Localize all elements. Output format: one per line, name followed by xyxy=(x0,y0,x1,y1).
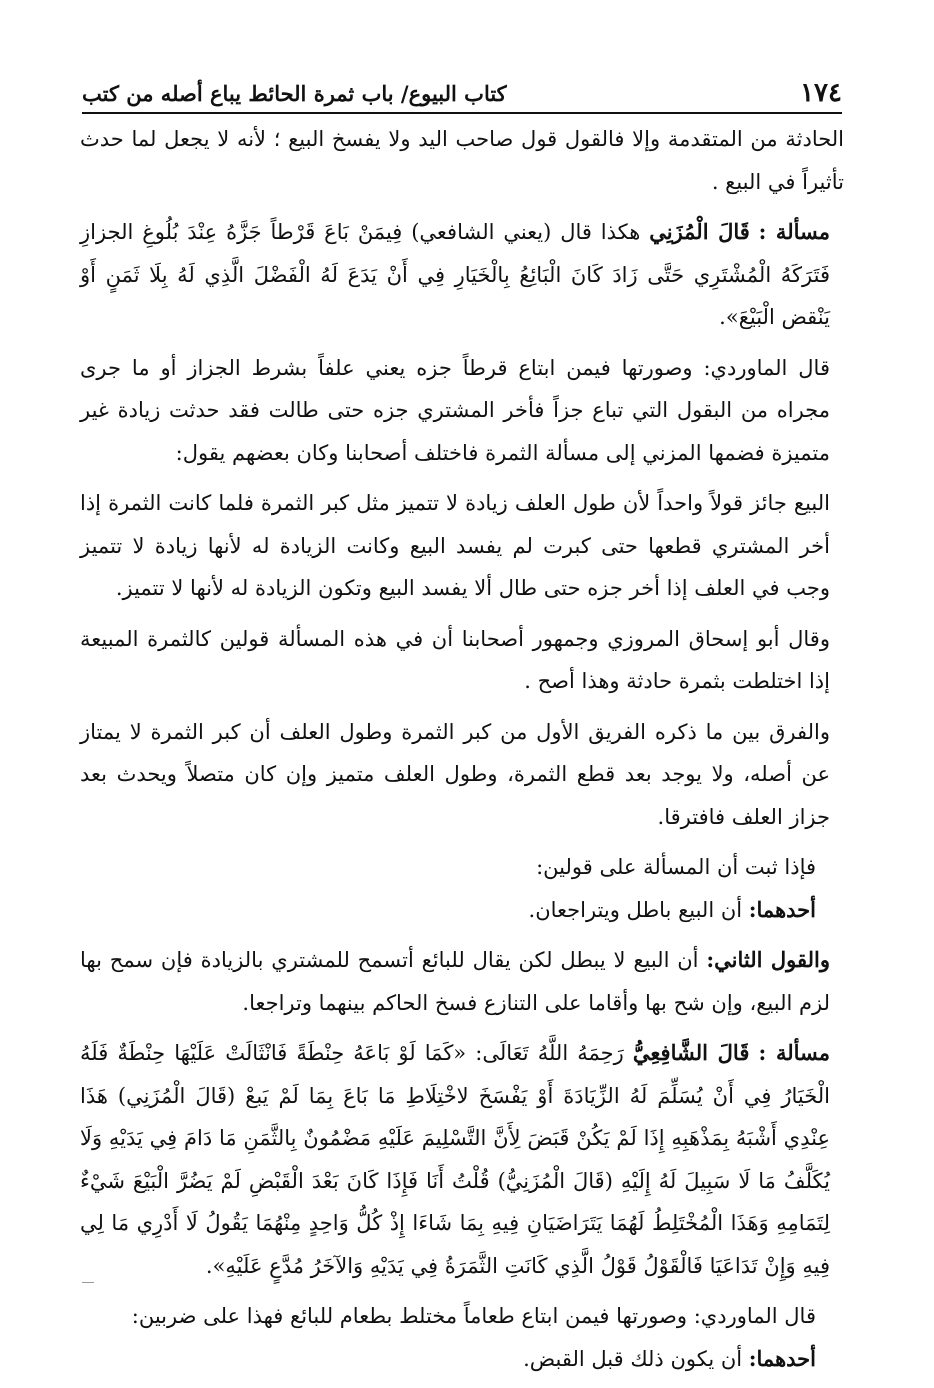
paragraph-text: هكذا قال (يعني الشافعي) فِيمَنْ بَاعَ قَرْطاً جَزَّهُ عِنْدَ بُلُوغِ الجزازِ فَتَرَكَهُ الْمُشْتَرِي حَتَّى زَادَ كَانَ الْبَائِعُ بِالْخَيَارِ فِي أَنْ يَدَعَ لَهُ الْفَضْلَ الَّذِي لَهُ بِلَا ثَمَنٍ أَوْ يَنْقض الْبَيْعَ». xyxy=(80,220,830,329)
paragraph xyxy=(80,482,844,610)
page-body xyxy=(80,118,844,1388)
first-opinion-text: أن البيع باطل ويتراجعان. xyxy=(528,897,749,922)
paragraph xyxy=(80,347,844,475)
first-opinion-label: أحدهما: xyxy=(748,896,816,922)
paragraph-text: والفرق بين ما ذكره الفريق الأول من كبر الثمرة وطول العلف أن كبر الثمرة لا يمتاز عن أصله، ولا يوجد بعد قطع الثمرة، وطول العلف متميز وإن كان متصلاً ويحدث بعد جزاز العلف فافترقا. xyxy=(80,719,830,829)
paragraph xyxy=(80,118,844,203)
page-header xyxy=(82,74,842,114)
paragraph-text: وقال أبو إسحاق المروزي وجمهور أصحابنا أن في هذه المسألة قولين كالثمرة المبيعة إذا اختلطت بثمرة حادثة وهذا أصح . xyxy=(80,626,830,693)
second-opinion-paragraph xyxy=(80,939,844,1024)
page-number: ١٧٤ xyxy=(800,78,842,108)
closing-block xyxy=(80,1295,844,1380)
closing-first-text: أن يكون ذلك قبل القبض. xyxy=(523,1346,749,1371)
masala-paragraph xyxy=(80,1032,844,1287)
paragraph-text: البيع جائز قولاً واحداً لأن طول العلف زيادة لا تتميز مثل كبر الثمرة فلما كانت الثمرة إذا أخر المشتري قطعها حتى كبرت لم يفسد البيع وكانت الزيادة له لأنها زيادة لا تتميز وجب في العلف إذا أخر جزه حتى طال ألا يفسد البيع وتكون الزيادة له لأنها لا تتميز. xyxy=(80,491,830,600)
closing-paragraph: قال الماوردي: وصورتها فيمن ابتاع طعاماً مختلط بطعام للبائع فهذا على ضربين: xyxy=(131,1304,816,1328)
first-opinion xyxy=(80,889,844,932)
opinions-intro: فإذا ثبت أن المسألة على قولين: xyxy=(536,855,816,879)
masala-label: مسألة : xyxy=(758,219,830,244)
masala-label: مسألة : xyxy=(758,1040,831,1065)
closing-first-label: أحدهما: xyxy=(748,1345,816,1371)
speaker-label: قَالَ الشَّافِعِيُّ xyxy=(632,1040,750,1065)
masala-paragraph xyxy=(80,211,844,339)
paragraph xyxy=(80,618,844,703)
speaker-label: قَالَ الْمُزَنِي xyxy=(649,219,750,244)
running-title: كتاب البيوع/ باب ثمرة الحائط يباع أصله من كتب xyxy=(82,80,507,106)
paragraph-text: أن البيع لا يبطل لكن يقال للبائع أتسمح للمشتري بالزيادة فإن سمح بها لزم البيع، وإن شح بها وأقاما على التنازع فسخ الحاكم بينهما وتراجعا. xyxy=(80,948,830,1015)
footer-mark xyxy=(82,1282,94,1283)
second-opinion-label: والقول الثاني: xyxy=(706,947,831,972)
paragraph-text: رَحِمَهُ اللَّهُ تَعَالَى: «كَمَا لَوْ بَاعَهُ حِنْطَةً فَانْثَالَتْ عَلَيْهَا حِنْطَةٌ فَلَهُ الْخَيَارُ فِي أَنْ يُسَلِّمَ لَهُ الزِّيَادَةَ أَوْ يَفْسَخَ لاخْتِلَاطِ مَا بَاعَ بِمَا لَمْ يَبعْ (قَالَ الْمُزَنِي) هَذَا عِنْدِي أَشْبَهُ بِمَذْهَبِهِ إِذَا لَمْ يَكُنْ قَبَضَ لِأَنَّ التَّسْلِيمَ عَلَيْهِ مَضْمُونٌ بِالثَّمَنِ مَا دَامَ فِي يَدَيْهِ وَلَا يُكَلَّفُ مَا لَا سَبِيلَ لَهُ إِلَيْهِ (قَالَ الْمُزَنِيُّ) قُلْتُ أَنَا فَإِذَا كَانَ بَعْدَ الْقَبْضِ لَمْ يَضُرَّ الْبَيْعَ شَيْءٌ لِتَمَامِهِ وَهَذَا الْمُخْتَلِطُ لَهُمَا يَتَرَاضَيَانِ فِيهِ بِمَا شَاءَا إِذْ كُلُّ وَاحِدٍ مِنْهُمَا يَقُولُ لَا أَدْرِي مَا لِي فِيهِ وَإِنْ تَدَاعَيَا فَالْقَوْلُ قَوْلُ الَّذِي كَانَتِ الثَّمَرَةُ فِي يَدَيْهِ وَالآخَرُ مُدَّعٍ عَلَيْهِ». xyxy=(80,1041,830,1278)
paragraph xyxy=(80,711,844,839)
paragraph-text: قال الماوردي: وصورتها فيمن ابتاع قرطاً جزه يعني علفاً بشرط الجزاز أو ما جرى مجراه من البقول التي تباع جزاً فأخر المشتري جزه حتى طالت فقد حدثت زيادة غير متميزة فضمها المزني إلى مسألة الثمرة فاختلف أصحابنا وكان بعضهم يقول: xyxy=(80,355,830,465)
closing-first xyxy=(80,1338,844,1381)
opinions-block xyxy=(80,846,844,931)
paragraph-text: الحادثة من المتقدمة وإلا فالقول قول صاحب اليد ولا يفسخ البيع ؛ لأنه لا يجعل لما حدث تأثيراً في البيع . xyxy=(80,127,844,194)
